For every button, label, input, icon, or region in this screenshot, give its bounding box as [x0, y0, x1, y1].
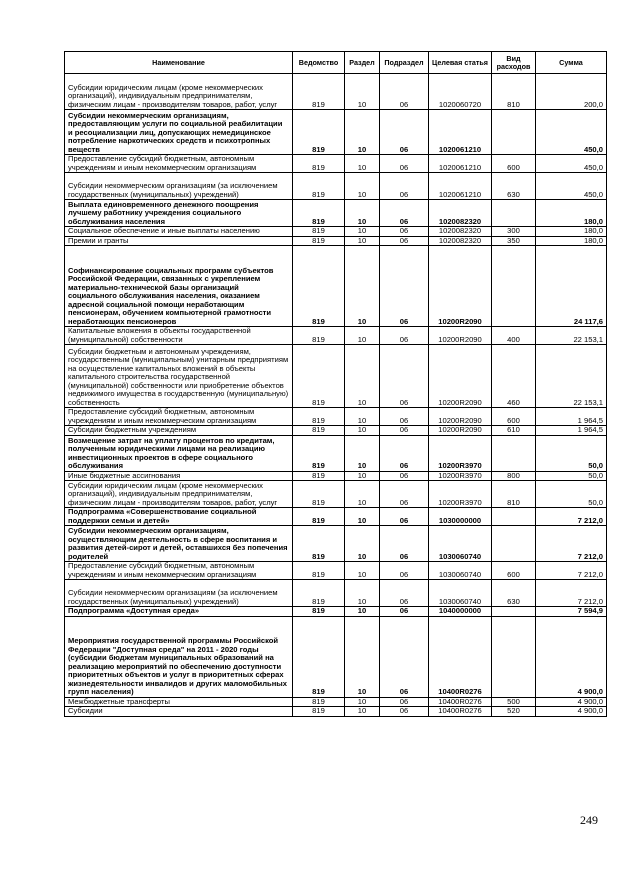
cell-name: Премии и гранты [65, 236, 293, 246]
cell-ved: 819 [293, 435, 345, 471]
cell-razdel: 10 [345, 173, 380, 200]
cell-summa: 180,0 [536, 227, 607, 237]
cell-ved: 819 [293, 508, 345, 526]
table-row [65, 155, 607, 173]
cell-summa: 4 900,0 [536, 697, 607, 707]
table-row [65, 345, 607, 408]
cell-vid [492, 435, 536, 471]
table-row [65, 246, 607, 327]
cell-razdel: 10 [345, 562, 380, 580]
cell-razdel: 10 [345, 327, 380, 345]
cell-podrazdel: 06 [380, 200, 429, 227]
cell-summa: 4 900,0 [536, 707, 607, 717]
column-header: Ведомство [293, 52, 345, 74]
cell-name: Социальное обеспечение и иные выплаты населению [65, 227, 293, 237]
cell-podrazdel: 06 [380, 155, 429, 173]
cell-ved: 819 [293, 227, 345, 237]
cell-vid: 610 [492, 426, 536, 436]
cell-ved: 819 [293, 246, 345, 327]
cell-statya: 1020061210 [429, 110, 492, 155]
cell-summa: 1 964,5 [536, 408, 607, 426]
table-row [65, 707, 607, 717]
cell-statya: 1030060740 [429, 526, 492, 562]
cell-vid: 460 [492, 345, 536, 408]
cell-podrazdel: 06 [380, 616, 429, 697]
table-row [65, 616, 607, 697]
cell-vid: 600 [492, 155, 536, 173]
cell-razdel: 10 [345, 616, 380, 697]
cell-summa: 450,0 [536, 173, 607, 200]
cell-summa: 7 594,9 [536, 607, 607, 617]
cell-razdel: 10 [345, 426, 380, 436]
cell-podrazdel: 06 [380, 435, 429, 471]
cell-summa: 22 153,1 [536, 327, 607, 345]
cell-summa: 7 212,0 [536, 526, 607, 562]
cell-ved: 819 [293, 481, 345, 508]
cell-razdel: 10 [345, 435, 380, 471]
cell-vid: 300 [492, 227, 536, 237]
cell-ved: 819 [293, 408, 345, 426]
cell-summa: 7 212,0 [536, 562, 607, 580]
cell-name: Межбюджетные трансферты [65, 697, 293, 707]
cell-summa: 50,0 [536, 471, 607, 481]
table-row [65, 74, 607, 110]
cell-vid: 800 [492, 471, 536, 481]
cell-razdel: 10 [345, 246, 380, 327]
cell-name: Иные бюджетные ассигнования [65, 471, 293, 481]
cell-vid [492, 200, 536, 227]
cell-name: Предоставление субсидий бюджетным, автономным учреждениям и иным некоммерческим организациям [65, 408, 293, 426]
cell-name: Капитальные вложения в объекты государственной (муниципальной) собственности [65, 327, 293, 345]
cell-podrazdel: 06 [380, 697, 429, 707]
cell-vid: 600 [492, 562, 536, 580]
cell-podrazdel: 06 [380, 471, 429, 481]
cell-statya: 10200R3970 [429, 481, 492, 508]
table-row [65, 508, 607, 526]
table-row [65, 408, 607, 426]
cell-razdel: 10 [345, 408, 380, 426]
cell-vid: 400 [492, 327, 536, 345]
cell-name: Субсидии некоммерческим организациям (за исключением государственных (муниципальных) учреждений) [65, 173, 293, 200]
cell-vid [492, 508, 536, 526]
table-header-row [65, 52, 607, 74]
cell-ved: 819 [293, 707, 345, 717]
cell-vid [492, 616, 536, 697]
cell-razdel: 10 [345, 471, 380, 481]
cell-summa: 22 153,1 [536, 345, 607, 408]
table-body [65, 74, 607, 717]
cell-podrazdel: 06 [380, 607, 429, 617]
cell-ved: 819 [293, 110, 345, 155]
cell-razdel: 10 [345, 481, 380, 508]
cell-summa: 1 964,5 [536, 426, 607, 436]
cell-statya: 1020082320 [429, 236, 492, 246]
cell-statya: 10200R3970 [429, 435, 492, 471]
cell-vid: 810 [492, 481, 536, 508]
cell-vid [492, 110, 536, 155]
cell-statya: 1020060720 [429, 74, 492, 110]
cell-name: Предоставление субсидий бюджетным, автономным учреждениям и иным некоммерческим организациям [65, 155, 293, 173]
cell-name: Субсидии [65, 707, 293, 717]
cell-ved: 819 [293, 327, 345, 345]
cell-ved: 819 [293, 173, 345, 200]
page-number: 249 [580, 813, 598, 827]
cell-podrazdel: 06 [380, 408, 429, 426]
cell-vid: 350 [492, 236, 536, 246]
cell-name: Субсидии юридическим лицам (кроме некоммерческих организаций), индивидуальным предпринимателям, физическим лицам - производителям товаров, работ, услуг [65, 74, 293, 110]
cell-ved: 819 [293, 526, 345, 562]
cell-summa: 50,0 [536, 481, 607, 508]
cell-statya: 1020061210 [429, 155, 492, 173]
cell-podrazdel: 06 [380, 481, 429, 508]
cell-ved: 819 [293, 607, 345, 617]
cell-razdel: 10 [345, 236, 380, 246]
cell-statya: 10400R0276 [429, 616, 492, 697]
cell-razdel: 10 [345, 74, 380, 110]
cell-podrazdel: 06 [380, 236, 429, 246]
cell-podrazdel: 06 [380, 562, 429, 580]
cell-vid [492, 526, 536, 562]
cell-summa: 50,0 [536, 435, 607, 471]
cell-summa: 450,0 [536, 110, 607, 155]
cell-ved: 819 [293, 616, 345, 697]
cell-podrazdel: 06 [380, 580, 429, 607]
table-row [65, 697, 607, 707]
cell-name: Предоставление субсидий бюджетным, автономным учреждениям и иным некоммерческим организациям [65, 562, 293, 580]
cell-ved: 819 [293, 471, 345, 481]
cell-vid: 630 [492, 580, 536, 607]
cell-vid [492, 607, 536, 617]
cell-ved: 819 [293, 580, 345, 607]
cell-razdel: 10 [345, 200, 380, 227]
cell-statya: 10200R3970 [429, 471, 492, 481]
table-row [65, 426, 607, 436]
cell-statya: 10200R2090 [429, 345, 492, 408]
table-row [65, 481, 607, 508]
cell-name: Мероприятия государственной программы Российской Федерации "Доступная среда" на 2011 - 2020 годы (субсидии бюджетам муниципальных образований на реализацию мероприятий по обеспечению доступности приоритетных объектов и услуг в приоритетных сферах жизнедеятельности инвалидов и других маломобильных групп населения) [65, 616, 293, 697]
cell-podrazdel: 06 [380, 110, 429, 155]
cell-summa: 180,0 [536, 200, 607, 227]
cell-podrazdel: 06 [380, 74, 429, 110]
column-header: Сумма [536, 52, 607, 74]
cell-podrazdel: 06 [380, 508, 429, 526]
cell-name: Подпрограмма «Совершенствование социальной поддержки семьи и детей» [65, 508, 293, 526]
cell-ved: 819 [293, 426, 345, 436]
cell-statya: 10400R0276 [429, 697, 492, 707]
cell-name: Возмещение затрат на уплату процентов по кредитам, полученным юридическими лицами на реализацию инвестиционных проектов в сфере социального обслуживания [65, 435, 293, 471]
cell-podrazdel: 06 [380, 526, 429, 562]
budget-table [64, 51, 607, 717]
table-row [65, 580, 607, 607]
cell-name: Субсидии некоммерческим организациям, предоставляющим услуги по социальной реабилитации и ресоциализации лиц, допускающих немедицинское потребление наркотических средств и психотропных веществ [65, 110, 293, 155]
cell-ved: 819 [293, 200, 345, 227]
cell-razdel: 10 [345, 526, 380, 562]
cell-statya: 10200R2090 [429, 327, 492, 345]
table-row [65, 607, 607, 617]
cell-razdel: 10 [345, 227, 380, 237]
cell-razdel: 10 [345, 155, 380, 173]
cell-name: Субсидии некоммерческим организациям, осуществляющим деятельность в сфере воспитания и развития детей-сирот и детей, оставшихся без попечения родителей [65, 526, 293, 562]
cell-razdel: 10 [345, 697, 380, 707]
cell-name: Субсидии юридическим лицам (кроме некоммерческих организаций), индивидуальным предпринимателям, физическим лицам - производителям товаров, работ, услуг [65, 481, 293, 508]
cell-podrazdel: 06 [380, 227, 429, 237]
cell-statya: 1040000000 [429, 607, 492, 617]
cell-podrazdel: 06 [380, 327, 429, 345]
table-row [65, 236, 607, 246]
column-header: Подраздел [380, 52, 429, 74]
table-row [65, 173, 607, 200]
cell-summa: 7 212,0 [536, 580, 607, 607]
cell-razdel: 10 [345, 508, 380, 526]
column-header: Целевая статья [429, 52, 492, 74]
cell-statya: 10200R2090 [429, 408, 492, 426]
table-row [65, 526, 607, 562]
cell-razdel: 10 [345, 707, 380, 717]
cell-statya: 1020082320 [429, 227, 492, 237]
column-header: Вид расходов [492, 52, 536, 74]
table-row [65, 562, 607, 580]
cell-vid: 810 [492, 74, 536, 110]
cell-summa: 200,0 [536, 74, 607, 110]
cell-statya: 1030060740 [429, 562, 492, 580]
cell-ved: 819 [293, 74, 345, 110]
table-row [65, 227, 607, 237]
cell-name: Софинансирование социальных программ субъектов Российской Федерации, связанных с укреплением материально-технической базы организаций социального обслуживания населения, оказанием адресной социальной помощи неработающим пенсионерам, обучением компьютерной грамотности неработающих пенсионеров [65, 246, 293, 327]
table-row [65, 327, 607, 345]
table-row [65, 110, 607, 155]
cell-ved: 819 [293, 155, 345, 173]
column-header: Раздел [345, 52, 380, 74]
cell-statya: 1030000000 [429, 508, 492, 526]
cell-razdel: 10 [345, 345, 380, 408]
cell-summa: 450,0 [536, 155, 607, 173]
cell-vid: 500 [492, 697, 536, 707]
cell-podrazdel: 06 [380, 173, 429, 200]
cell-name: Субсидии бюджетным учреждениям [65, 426, 293, 436]
cell-statya: 1020061210 [429, 173, 492, 200]
cell-summa: 7 212,0 [536, 508, 607, 526]
table-row [65, 471, 607, 481]
cell-summa: 180,0 [536, 236, 607, 246]
cell-razdel: 10 [345, 580, 380, 607]
cell-razdel: 10 [345, 110, 380, 155]
cell-podrazdel: 06 [380, 246, 429, 327]
cell-name: Субсидии бюджетным и автономным учреждениям, государственным (муниципальным) унитарным предприятиям на осуществление капитальных вложений в объекты капитального строительства государственной (муниципальной) собственности или приобретение объектов недвижимого имущества в государственную (муниципальную) собственность [65, 345, 293, 408]
table-row [65, 200, 607, 227]
cell-summa: 24 117,6 [536, 246, 607, 327]
cell-vid: 600 [492, 408, 536, 426]
cell-statya: 10200R2090 [429, 426, 492, 436]
cell-ved: 819 [293, 236, 345, 246]
cell-statya: 1020082320 [429, 200, 492, 227]
cell-vid [492, 246, 536, 327]
cell-razdel: 10 [345, 607, 380, 617]
table-row [65, 435, 607, 471]
cell-summa: 4 900,0 [536, 616, 607, 697]
cell-ved: 819 [293, 562, 345, 580]
cell-name: Подпрограмма «Доступная среда» [65, 607, 293, 617]
cell-podrazdel: 06 [380, 345, 429, 408]
cell-ved: 819 [293, 345, 345, 408]
cell-statya: 1030060740 [429, 580, 492, 607]
cell-statya: 10200R2090 [429, 246, 492, 327]
cell-podrazdel: 06 [380, 707, 429, 717]
cell-ved: 819 [293, 697, 345, 707]
cell-name: Субсидии некоммерческим организациям (за исключением государственных (муниципальных) учреждений) [65, 580, 293, 607]
cell-podrazdel: 06 [380, 426, 429, 436]
cell-vid: 520 [492, 707, 536, 717]
cell-vid: 630 [492, 173, 536, 200]
column-header: Наименование [65, 52, 293, 74]
cell-statya: 10400R0276 [429, 707, 492, 717]
cell-name: Выплата единовременного денежного поощрения лучшему работнику учреждения социального обслуживания населения [65, 200, 293, 227]
